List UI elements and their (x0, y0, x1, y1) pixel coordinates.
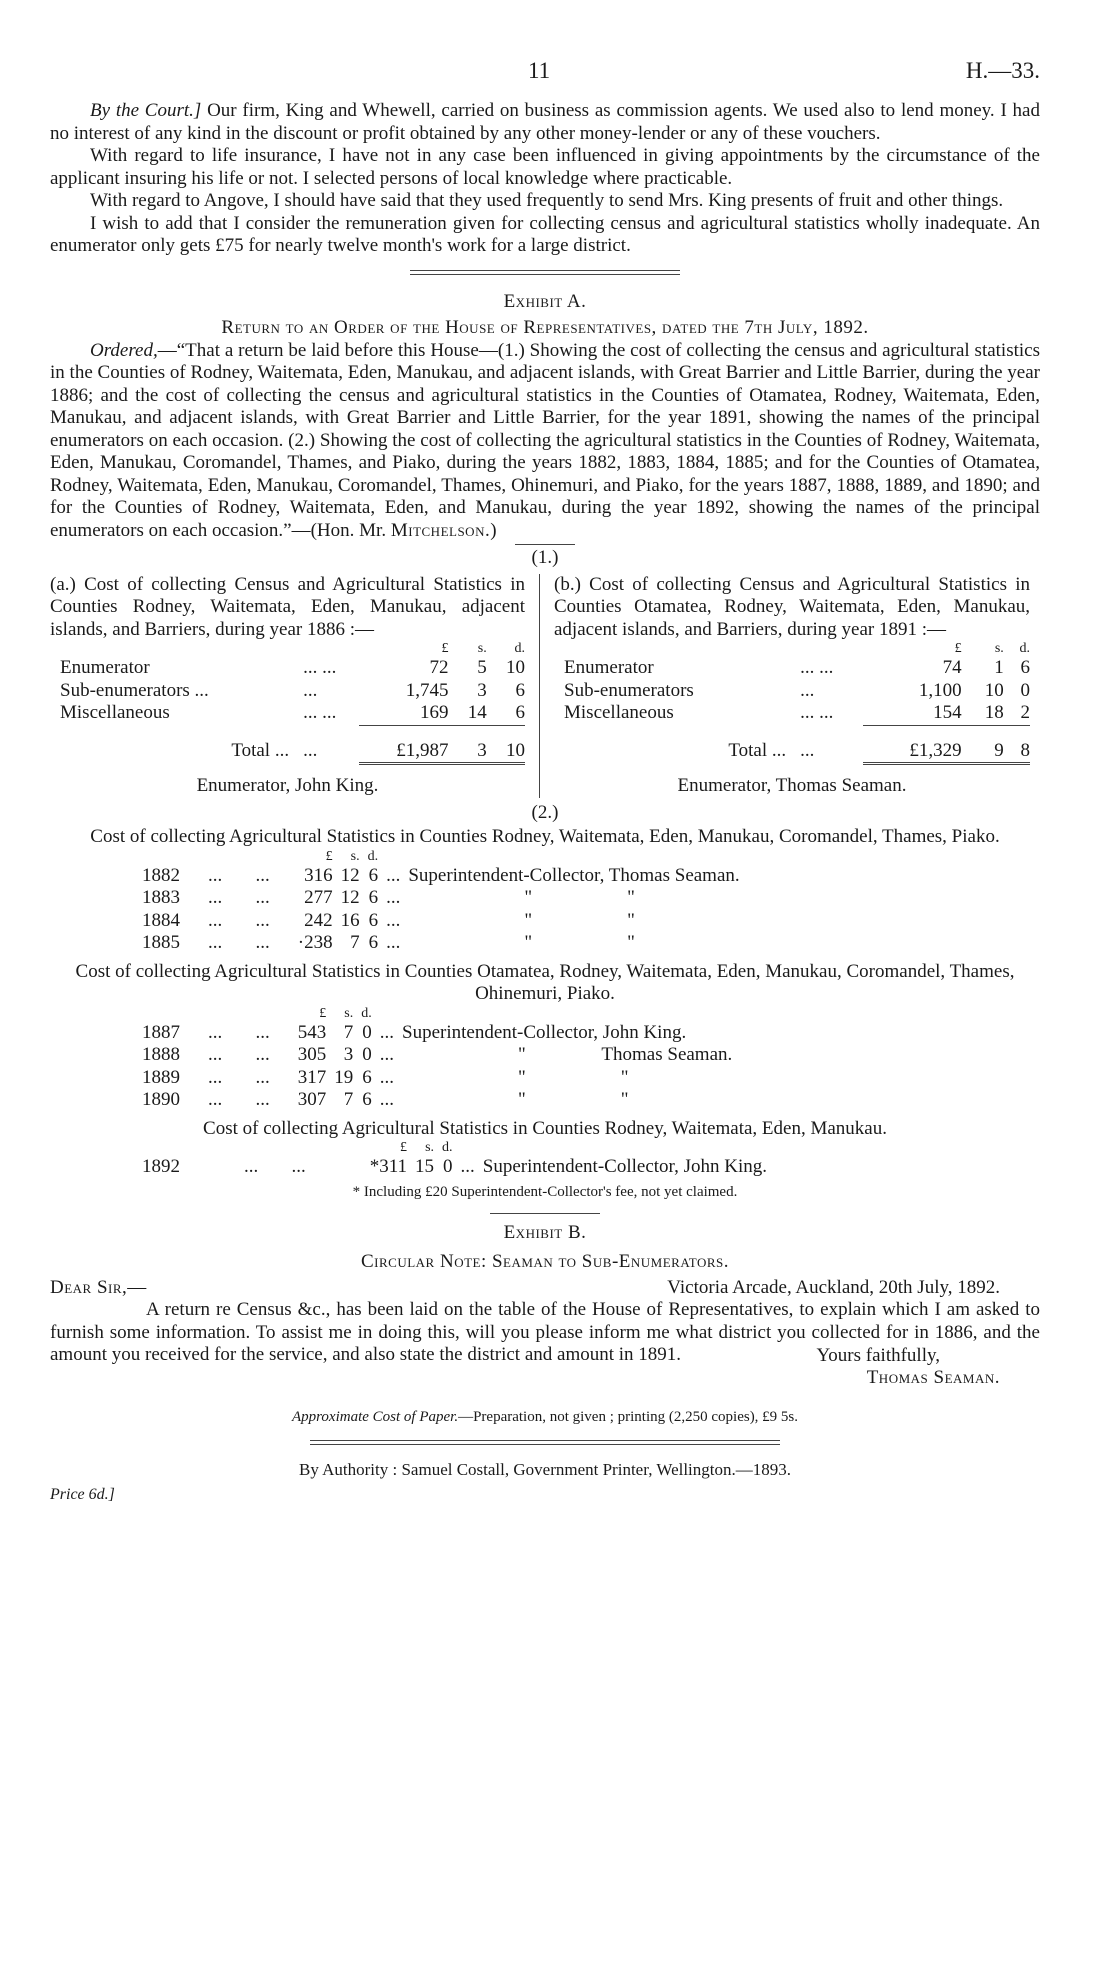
table-row: 1890 ... ... 307 7 6 ... " " (142, 1089, 629, 1110)
group-2-title: Cost of collecting Agricultural Statistics in Counties Otamatea, Rodney, Waitemata, Eden, Manukau, Coromandel, Thames, Ohinemuri, Piako. (75, 960, 1015, 1004)
document-page (50, 60, 1040, 1506)
letter-closing: Yours faithfully, (816, 1344, 940, 1366)
units-row (554, 641, 1030, 657)
footer-divider (310, 1440, 780, 1445)
table-row: 1883 ... ... 277 12 6 ... " " (142, 887, 635, 908)
table-row: 1885 ... ... ·238 7 6 ... " " (142, 932, 635, 953)
group-3-table (138, 1140, 771, 1179)
table-row: 1884 ... ... 242 16 6 ... " " (142, 909, 635, 931)
group-1-table (138, 849, 744, 955)
paragraph-life-insurance: With regard to life insurance, I have not in any case been influenced in giving appointments by the circumstance of the applicant insuring his life or not. I selected persons of local knowledge where practicable. (50, 145, 1040, 189)
cost-1886-column (50, 574, 540, 798)
letter-address: Victoria Arcade, Auckland, 20th July, 1892. (667, 1277, 1000, 1298)
ordered-label: Ordered, (90, 339, 158, 361)
enumerator-1886: Enumerator, John King. (196, 775, 379, 796)
cost-1891-column (540, 574, 1030, 798)
group-2-table (138, 1006, 736, 1112)
total-row: Total ... ... £1,329 9 8 (554, 725, 1030, 764)
court-label: By the Court.] (90, 100, 202, 121)
cost-text: —Preparation, not given ; printing (2,250 copies), £9 5s. (458, 1408, 799, 1425)
table-row: Enumerator ... ... 74 1 6 (564, 657, 1030, 678)
unit-shillings: s. (994, 641, 1004, 656)
ordered-text: —“That a return be laid before this House—(1.) Showing the cost of collecting the census and agricultural statistics in the Counties of Rodney, Waitemata, Eden, Manukau, and adjacent islands, with Great Barrier and Little Barrier, during the year 1886; and the cost of collecting the census and agricultural statistics in the Counties of Otamatea, Rodney, Waitemata, Eden, Manukau, and adjacent islands, with Great Barrier and Little Barrier, for the year 1891, showing the names of the principal enumerators on each occasion. (2.) Showing the cost of collecting the agricultural statistics in the Counties of Rodney, Waitemata, Eden, Manukau, Coromandel, Thames, and Piako, during the years 1882, 1883, 1884, 1885; and for the Counties of Otamatea, Rodney, Waitemata, Eden, Manukau, Coromandel, Thames, Ohinemuri, and Piako, for the years 1887, 1888, 1889, and 1890; and for the Counties of Rodney, Waitemata, Eden, and Manukau, during the year 1892, showing the names of the principal enumerators on each occasion.”—(Hon. Mr. (50, 339, 1040, 541)
table-row: Sub-enumerators ... 1,100 10 0 (564, 679, 1030, 701)
paragraph-court (50, 100, 1040, 145)
table-row: Miscellaneous ... ... 154 18 2 (564, 702, 1030, 724)
ordered-name: Mitchelson.) (390, 519, 498, 541)
table-row: Sub-enumerators ... ... 1,745 3 6 (60, 679, 525, 701)
page-number: 11 (528, 58, 551, 83)
table-row: 1888 ... ... 305 3 0 ... " Thomas Seaman. (142, 1044, 733, 1065)
cost-comparison (50, 574, 1040, 798)
printer-authority: By Authority : Samuel Costall, Government Printer, Wellington.—1893. (298, 1460, 792, 1479)
enumerator-1891: Enumerator, Thomas Seaman. (677, 775, 907, 796)
group-1-title: Cost of collecting Agricultural Statistics in Counties Rodney, Waitemata, Eden, Manukau, Coromandel, Thames, Piako. (90, 826, 1000, 847)
table-row: Enumerator ... ... 72 5 10 (60, 657, 525, 678)
section-divider (410, 270, 680, 275)
table-row: Miscellaneous ... ... 169 14 6 (60, 702, 525, 724)
table-row: 1892 ... ... *311 15 0 ... Superintendent-Collector, John King. (142, 1156, 767, 1177)
exhibit-b-subtitle: Circular Note: Seaman to Sub-Enumerators. (360, 1250, 730, 1272)
section-1-label: (1.) (531, 547, 559, 568)
exhibit-a-title: Exhibit A. (503, 290, 587, 312)
group-3-title: Cost of collecting Agricultural Statistics in Counties Rodney, Waitemata, Eden, Manukau. (203, 1117, 887, 1139)
letter-body: A return re Census &c., has been laid on the table of the House of Representatives, to explain which I am asked to furnish some information. To assist me in doing this, will you please inform me what district you collected for in 1886, and the amount you received for the service, and also state the district and amount in 1891. (50, 1299, 1040, 1365)
unit-pence: d. (514, 641, 525, 656)
cost-1886-table (50, 641, 525, 765)
units-row: £ s. d. (325, 848, 379, 864)
units-row: £ s. d. (400, 1140, 453, 1155)
unit-shillings: s. (477, 641, 487, 656)
table-row: 1887 ... ... 543 7 0 ... Superintendent-Collector, John King. (142, 1021, 687, 1043)
salutation: Dear Sir,— (50, 1277, 147, 1298)
price: Price 6d.] (50, 1485, 115, 1503)
unit-pounds: £ (954, 641, 962, 656)
group-3-footnote: * Including £20 Superintendent-Collector's fee, not yet claimed. (352, 1183, 738, 1200)
cost-label: Approximate Cost of Paper. (291, 1408, 459, 1425)
units-row (50, 641, 525, 657)
cost-1891-title: (b.) Cost of collecting Census and Agricultural Statistics in Counties Otamatea, Rodney, Waitemata, Eden, Manukau, adjacent islands, and Barriers, during year 1891 :— (554, 573, 1030, 640)
letter-signature: Thomas Seaman. (866, 1367, 1000, 1388)
exhibit-b-title: Exhibit B. (503, 1222, 587, 1243)
table-row: 1882 ... ... 316 12 6 ... Superintendent-Collector, Thomas Seaman. (142, 864, 740, 886)
court-text: Our firm, King and Whewell, carried on business as commission agents. We used also to lend money. I had no interest of any kind in the discount or profit obtained by any other money-lender or any of these vouchers. (50, 100, 1040, 144)
total-row: Total ... ... £1,987 3 10 (50, 725, 525, 764)
paragraph-remuneration: I wish to add that I consider the remuneration given for collecting census and agricultural statistics wholly inadequate. An enumerator only gets £75 for nearly twelve month's work for a large district. (50, 212, 1040, 256)
cost-1891-table (554, 641, 1030, 765)
page-header (50, 60, 1040, 100)
cost-of-paper (50, 1406, 1040, 1429)
document-reference: H.—33. (965, 58, 1040, 83)
return-line: Return to an Order of the House of Representatives, dated the 7th July, 1892. (221, 317, 869, 338)
paragraph-angove: With regard to Angove, I should have said that they used frequently to send Mrs. King presents of fruit and other things. (90, 190, 1004, 211)
units-row: £ s. d. (319, 1005, 372, 1021)
table-row: 1889 ... ... 317 19 6 ... " " (142, 1066, 629, 1088)
short-rule (515, 544, 575, 545)
ordered-paragraph (50, 340, 1040, 543)
unit-pounds: £ (441, 641, 449, 656)
cost-1886-title: (a.) Cost of collecting Census and Agricultural Statistics in Counties Rodney, Waitemata, Eden, Manukau, adjacent islands, and Barriers, during year 1886 :— (50, 573, 525, 640)
short-rule (490, 1213, 600, 1214)
letter-heading (50, 1277, 1040, 1299)
section-2-label: (2.) (531, 801, 559, 823)
unit-pence: d. (1019, 641, 1030, 656)
